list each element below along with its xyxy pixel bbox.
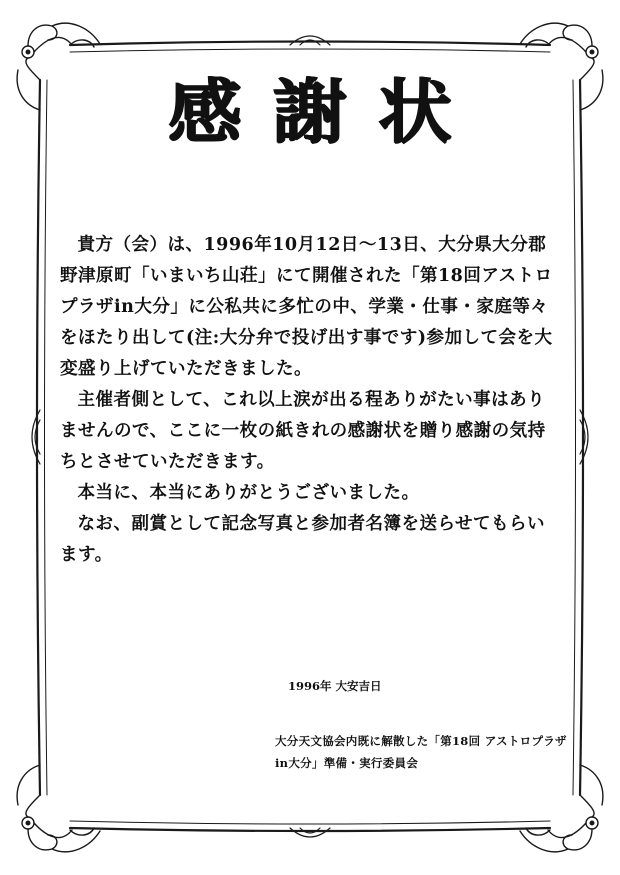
- body-paragraph: 本当に、本当にありがとうございました。: [77, 483, 420, 503]
- certificate-title: 感謝状: [168, 70, 484, 153]
- body-paragraph: なお、副賞として記念写真と参加者名簿を送らせてもらいます。: [60, 514, 545, 565]
- certificate-body: [60, 230, 560, 571]
- body-paragraph: 主催者側として、これ以上涙が出る程ありがたい事はありませんので、ここに一枚の紙きれの感謝状を贈り感謝の気持ちとさせていただきます。: [60, 390, 546, 472]
- issue-date: 1996年 大安吉日: [288, 679, 382, 693]
- body-paragraph: 貴方（会）は、1996年10月12日～13日、大分県大分郡野津原町「いまいち山荘」にて開催された「第18回アストロプラザin大分」に公私共に多忙の中、学業・仕事・家庭等々をほたり出して(注:大分弁で投げ出す事です)参加して会を大変盛り上げていただきました。: [60, 235, 553, 379]
- issuing-organization: 大分天文協会内既に解散した「第18回 アストロプラザin大分」準備・実行委員会: [275, 734, 567, 770]
